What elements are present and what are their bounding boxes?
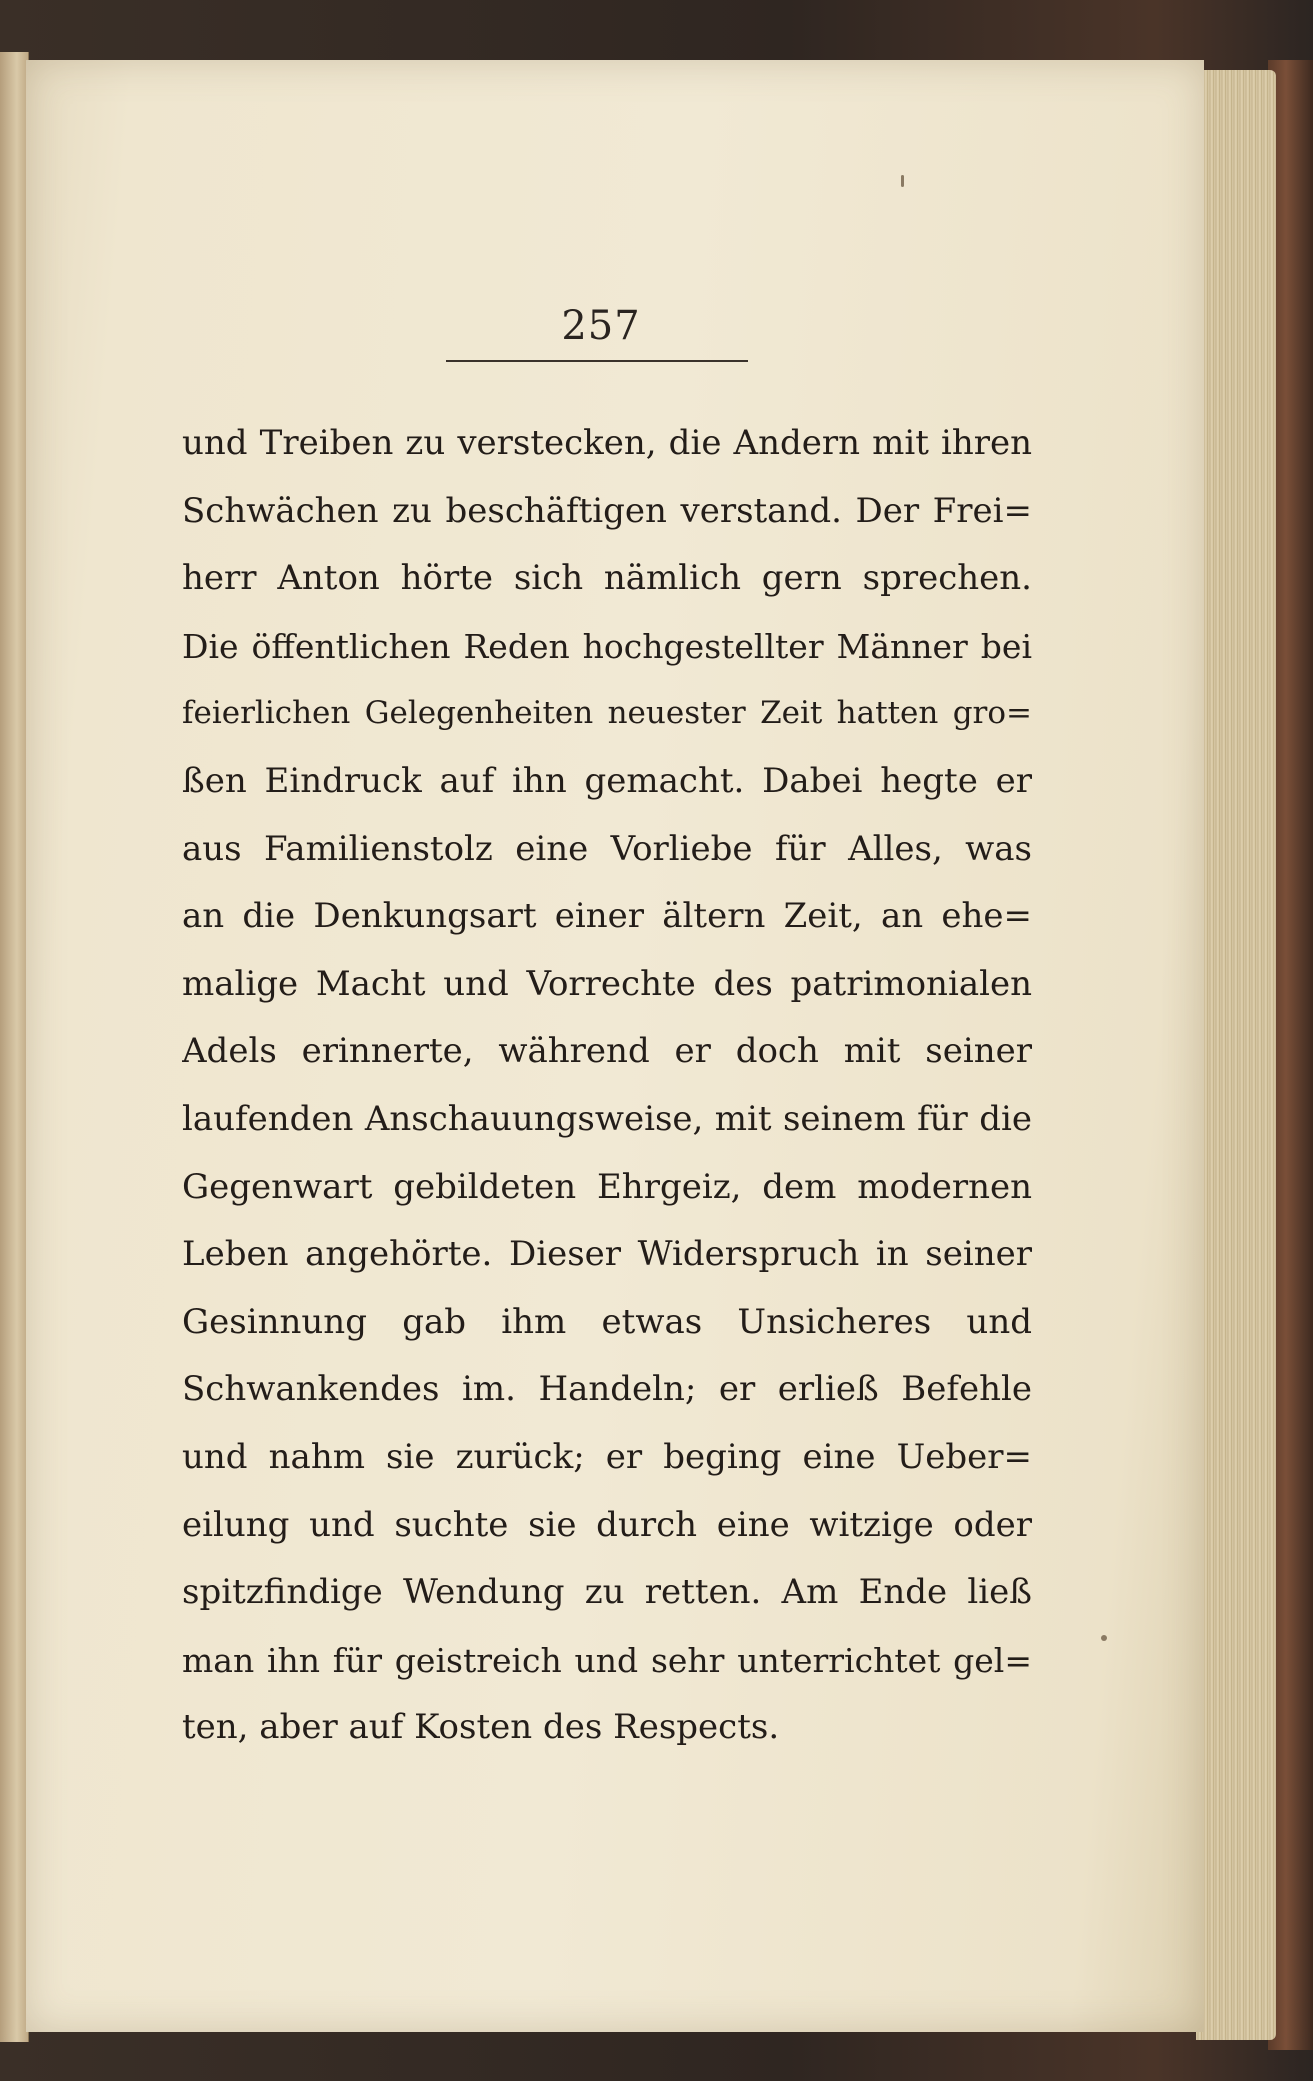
facing-page-edge <box>0 52 29 2042</box>
text-line: malige Macht und Vorrechte des patrimonialen <box>182 963 1032 1004</box>
text-line: Die öffentlichen Reden hochgestellter Männer bei <box>182 626 1032 666</box>
text-line: an die Denkungsart einer ältern Zeit, an ehe= <box>182 896 1032 937</box>
text-line: Gesinnung gab ihm etwas Unsicheres und <box>182 1301 1032 1342</box>
text-line: Leben angehörte. Dieser Widerspruch in seiner <box>182 1234 1032 1275</box>
page-number: 257 <box>561 303 641 349</box>
text-line: und nahm sie zurück; er beging eine Ueber= <box>182 1436 1032 1477</box>
text-line: herr Anton hörte sich nämlich gern sprechen. <box>182 558 1032 599</box>
text-line: spitzfindige Wendung zu retten. Am Ende ließ <box>182 1572 1032 1613</box>
paper-speck <box>1101 1635 1107 1641</box>
body-text <box>182 410 1032 1762</box>
text-line: und Treiben zu verstecken, die Andern mit ihren <box>182 423 1032 463</box>
text-line: Schwankendes im. Handeln; er erließ Befehle <box>182 1369 1032 1410</box>
text-line: Schwächen zu beschäftigen verstand. Der Frei= <box>182 490 1032 531</box>
text-line: ßen Eindruck auf ihn gemacht. Dabei hegte er <box>182 760 1032 801</box>
header-rule <box>446 360 748 362</box>
text-line: feierlichen Gelegenheiten neuester Zeit hatten gro= <box>182 695 1032 732</box>
page-stack-edges <box>1196 70 1276 2040</box>
text-line: aus Familienstolz eine Vorliebe für Alles, was <box>182 828 1032 869</box>
text-line: Gegenwart gebildeten Ehrgeiz, dem modernen <box>182 1166 1032 1207</box>
text-line: laufenden Anschauungsweise, mit seinem für die <box>182 1098 1032 1139</box>
text-line: man ihn für geistreich und sehr unterrichtet gel= <box>182 1640 1032 1680</box>
text-line-last: ten, aber auf Kosten des Respects. <box>182 1707 780 1748</box>
text-line: Adels erinnerte, während er doch mit seiner <box>182 1031 1032 1072</box>
paper-speck <box>901 175 904 187</box>
text-line: eilung und suchte sie durch eine witzige oder <box>182 1504 1032 1545</box>
book-page <box>26 60 1204 2032</box>
